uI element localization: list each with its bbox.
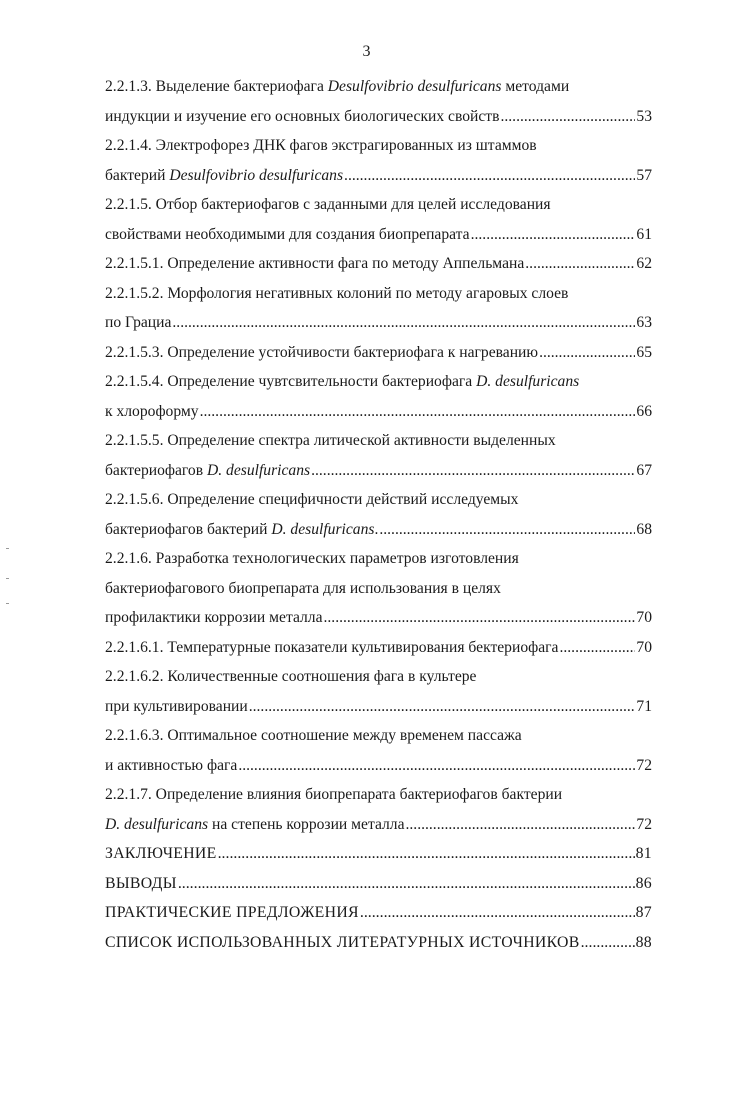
dot-leader — [581, 928, 635, 958]
page-ref: 53 — [636, 107, 652, 125]
page-ref: 61 — [636, 225, 652, 243]
toc-entry-2-2-1-5[interactable]: свойствами необходимыми для создания биопрепарата ..... 61 — [105, 220, 652, 250]
dot-leader — [324, 603, 636, 633]
toc-entry-2-2-1-5-4[interactable]: к хлороформу ..... 66 — [105, 397, 652, 427]
dot-leader — [500, 102, 635, 132]
toc-entry-2-2-1-5-5-line1: 2.2.1.5.5. Определение спектра литической активности выделенных — [105, 432, 556, 449]
toc-entry-2-2-1-6-line2: бактериофагового биопрепарата для использования в целях — [105, 579, 501, 597]
toc-entry-2-2-1-5-5[interactable]: бактериофагов D. desulfuricans ..... 67 — [105, 456, 652, 486]
toc-entry-2-2-1-5-2-line1: 2.2.1.5.2. Морфология негативных колоний по методу агаровых слоев — [105, 284, 569, 302]
toc-entry-2-2-1-5-2[interactable]: по Грациа ..... 63 — [105, 308, 652, 338]
toc-entry-2-2-1-6-2-line1: 2.2.1.6.2. Количественные соотношения фага в культере — [105, 668, 477, 685]
page-ref: 65 — [636, 343, 652, 361]
page-ref: 67 — [636, 461, 652, 479]
dot-leader — [172, 308, 635, 338]
toc-entry-2-2-1-5-3[interactable]: 2.2.1.5.3. Определение устойчивости бактериофага к нагреванию ..... 65 — [105, 338, 652, 368]
dot-leader — [539, 338, 635, 368]
toc-entry-2-2-1-6-1[interactable]: 2.2.1.6.1. Температурные показатели культивирования бектериофага ..... 70 — [105, 633, 652, 663]
dot-leader — [218, 839, 635, 869]
toc-entry-2-2-1-5-line1: 2.2.1.5. Отбор бактериофагов с заданными для целей исследования — [105, 196, 551, 213]
toc-entry-2-2-1-3-line1: 2.2.1.3. Выделение бактериофага Desulfovibrio desulfuricans методами — [105, 78, 570, 95]
dot-leader — [200, 397, 636, 427]
toc-entry-2-2-1-6-3[interactable]: и активностью фага ..... 72 — [105, 751, 652, 781]
dot-leader — [379, 515, 635, 545]
page-ref: 70 — [636, 638, 652, 656]
toc-entry-findings[interactable]: ВЫВОДЫ ..... 86 — [105, 869, 652, 899]
page-ref: 62 — [636, 255, 652, 272]
toc-entry-conclusion[interactable]: ЗАКЛЮЧЕНИЕ ..... 81 — [105, 839, 652, 869]
page-ref: 57 — [636, 166, 652, 184]
page-ref: 68 — [636, 520, 652, 538]
page-ref: 87 — [635, 904, 652, 921]
toc-entry-2-2-1-4-line1: 2.2.1.4. Электрофорез ДНК фагов экстрагированных из штаммов — [105, 137, 537, 154]
toc-entry-2-2-1-4[interactable]: бактерий Desulfovibrio desulfuricans ..... 57 — [105, 161, 652, 191]
toc-entry-practical-proposals[interactable]: ПРАКТИЧЕСКИЕ ПРЕДЛОЖЕНИЯ ..... 87 — [105, 898, 652, 928]
table-of-contents — [105, 72, 652, 957]
page-ref: 70 — [636, 609, 652, 626]
toc-entry-2-2-1-6[interactable]: профилактики коррозии металла ..... 70 — [105, 603, 652, 633]
page-ref: 66 — [636, 402, 652, 420]
toc-entry-2-2-1-7[interactable]: D. desulfuricans на степень коррозии металла ..... 72 — [105, 810, 652, 840]
page-ref: 86 — [635, 874, 652, 892]
toc-entry-2-2-1-5-1[interactable]: 2.2.1.5.1. Определение активности фага по методу Аппельмана ..... 62 — [105, 249, 652, 279]
toc-entry-2-2-1-6-line1: 2.2.1.6. Разработка технологических параметров изготовления — [105, 550, 519, 567]
toc-entry-2-2-1-5-6-line1: 2.2.1.5.6. Определение специфичности действий исследуемых — [105, 491, 519, 508]
toc-entry-2-2-1-7-line1: 2.2.1.7. Определение влияния биопрепарата бактериофагов бактерии — [105, 786, 563, 803]
dot-leader — [406, 810, 636, 840]
scan-artifact — [6, 578, 9, 579]
dot-leader — [525, 249, 635, 279]
dot-leader — [238, 751, 635, 781]
toc-entry-2-2-1-3[interactable]: индукции и изучение его основных биологических свойств ..... 53 — [105, 102, 652, 132]
dot-leader — [178, 869, 635, 899]
page-number: 3 — [362, 43, 371, 60]
dot-leader — [360, 898, 635, 928]
toc-entry-2-2-1-6-2[interactable]: при культивировании ..... 71 — [105, 692, 652, 722]
page-ref: 63 — [636, 314, 652, 331]
dot-leader — [249, 692, 636, 722]
page-ref: 81 — [635, 845, 652, 862]
page-ref: 88 — [635, 933, 652, 951]
scan-artifact — [6, 603, 9, 604]
toc-entry-2-2-1-5-4-line1: 2.2.1.5.4. Определение чувтсвительности бактериофага D. desulfuricans — [105, 373, 580, 390]
toc-entry-2-2-1-5-6[interactable]: бактериофагов бактерий D. desulfuricans. ..... 68 — [105, 515, 652, 545]
dot-leader — [344, 161, 635, 191]
page-ref: 72 — [636, 815, 652, 833]
page-ref: 71 — [636, 697, 652, 715]
page-ref: 72 — [636, 756, 652, 774]
dot-leader — [559, 633, 635, 663]
dot-leader — [311, 456, 635, 486]
toc-entry-references[interactable]: СПИСОК ИСПОЛЬЗОВАННЫХ ЛИТЕРАТУРНЫХ ИСТОЧНИКОВ ..... 88 — [105, 928, 652, 958]
scan-artifact — [6, 548, 9, 549]
toc-entry-2-2-1-6-3-line1: 2.2.1.6.3. Оптимальное соотношение между временем пассажа — [105, 727, 522, 744]
dot-leader — [471, 220, 636, 250]
